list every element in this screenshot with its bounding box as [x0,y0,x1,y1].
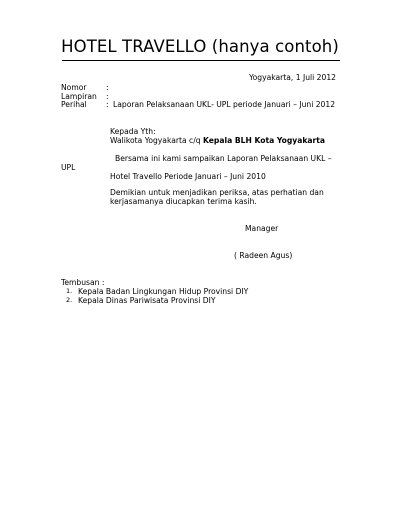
body-paragraph-1-line-1: Bersama ini kami sampaikan Laporan Pelaksanaan UKL – [115,154,332,163]
cc-item-marker: 1. [66,287,73,295]
signer-title: Manager [245,224,279,233]
field-label-lampiran: Lampiran [61,92,97,101]
body-paragraph-2-line-1: Demikian untuk menjadikan periksa, atas perhatian dan [110,188,324,197]
body-paragraph-1-overflow: UPL [61,163,76,172]
field-sep-nomor: : [106,83,109,92]
recipient-greeting: Kepada Yth: [110,127,156,136]
body-paragraph-1-line-2: Hotel Travello Periode Januari – Juni 2010 [110,172,266,181]
recipient-line [110,136,325,145]
body-paragraph-2-line-2: kerjasamanya diucapkan terima kasih. [110,197,257,206]
field-sep-perihal: : [106,100,109,109]
cc-item: Kepala Badan Lingkungan Hidup Provinsi DIY [78,287,249,296]
signer-name: ( Radeen Agus) [234,251,293,260]
letter-title: HOTEL TRAVELLO (hanya contoh) [61,37,339,56]
recipient-prefix: Walikota Yogyakarta c/q [110,136,204,145]
date-line: Yogyakarta, 1 Juli 2012 [249,73,336,82]
cc-heading: Tembusan : [61,278,105,287]
field-value-perihal: Laporan Pelaksanaan UKL- UPL periode Januari – Juni 2012 [113,100,336,109]
field-label-perihal: Perihal [61,100,87,109]
cc-item: Kepala Dinas Pariwisata Provinsi DIY [78,296,216,305]
title-underline [62,60,340,61]
field-sep-lampiran: : [106,92,109,101]
field-label-nomor: Nomor [61,83,87,92]
cc-item-marker: 2. [66,296,73,304]
recipient-office: Kepala BLH Kota Yogyakarta [203,136,326,145]
